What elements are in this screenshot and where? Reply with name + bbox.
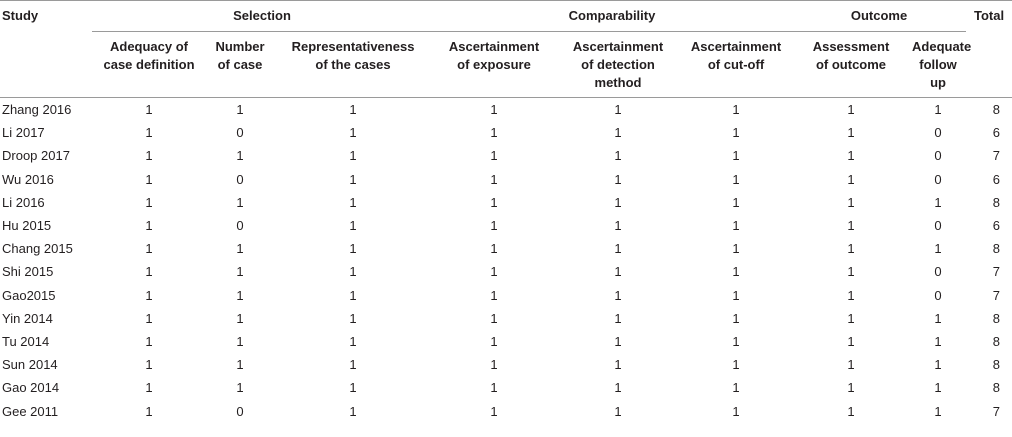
table-row — [0, 284, 1012, 307]
score-cell: 1 — [847, 171, 855, 187]
score-cell: 1 — [349, 357, 357, 373]
subheader-ascertainment-cutoff — [680, 32, 792, 98]
subheader-ascertainment-exposure — [432, 32, 556, 98]
study-cell: Gee 2011 — [2, 403, 59, 419]
score-cell: 1 — [847, 218, 855, 234]
score-cell: 1 — [614, 171, 622, 187]
score-cell: 1 — [145, 171, 153, 187]
score-cell: 1 — [614, 148, 622, 164]
score-cell: 1 — [236, 241, 244, 257]
score-cell: 1 — [490, 264, 498, 280]
total-cell: 6 — [992, 125, 1001, 141]
score-cell: 1 — [847, 264, 855, 280]
table-row — [0, 260, 1012, 283]
score-cell: 1 — [490, 287, 498, 303]
total-cell: 7 — [992, 287, 1001, 303]
score-cell: 1 — [490, 403, 498, 419]
study-cell: Li 2017 — [2, 125, 45, 141]
score-cell: 1 — [349, 264, 357, 280]
score-cell: 1 — [614, 357, 622, 373]
score-cell: 1 — [349, 148, 357, 164]
score-cell: 0 — [934, 148, 942, 164]
table-row — [0, 191, 1012, 214]
total-cell: 8 — [992, 310, 1001, 326]
score-cell: 1 — [732, 148, 740, 164]
score-cell: 1 — [349, 194, 357, 210]
study-cell: Shi 2015 — [2, 264, 54, 280]
score-cell: 1 — [236, 380, 244, 396]
score-cell: 1 — [145, 148, 153, 164]
score-cell: 1 — [490, 218, 498, 234]
subheader-line: case definition — [103, 57, 195, 72]
score-cell: 1 — [490, 241, 498, 257]
study-cell: Zhang 2016 — [2, 102, 72, 118]
score-cell: 0 — [934, 287, 942, 303]
subheader-line: Representativeness — [291, 39, 415, 54]
score-cell: 1 — [490, 125, 498, 141]
score-cell: 1 — [732, 102, 740, 118]
subheader-line: Ascertainment — [448, 39, 540, 54]
study-header: Study — [2, 8, 39, 24]
subheader-line: Ascertainment — [690, 39, 782, 54]
score-cell: 1 — [145, 357, 153, 373]
score-cell: 1 — [732, 403, 740, 419]
table-row — [0, 399, 1012, 422]
subheader-line: Ascertainment — [572, 39, 664, 54]
score-cell: 1 — [614, 218, 622, 234]
total-subheader-blank — [966, 32, 1012, 98]
score-cell: 1 — [145, 403, 153, 419]
study-cell: Wu 2016 — [2, 171, 54, 187]
score-cell: 1 — [847, 241, 855, 257]
score-cell: 0 — [934, 218, 942, 234]
score-cell: 1 — [732, 171, 740, 187]
score-cell: 1 — [847, 333, 855, 349]
study-cell: Li 2016 — [2, 194, 45, 210]
score-cell: 1 — [847, 125, 855, 141]
table-row — [0, 144, 1012, 167]
subheader-line: of cut-off — [707, 57, 765, 72]
subheader-line: follow up — [919, 57, 957, 90]
study-cell: Chang 2015 — [2, 241, 73, 257]
score-cell: 1 — [349, 380, 357, 396]
study-cell: Yin 2014 — [2, 310, 53, 326]
score-cell: 0 — [236, 125, 244, 141]
score-cell: 1 — [236, 148, 244, 164]
score-cell: 1 — [732, 241, 740, 257]
score-cell: 1 — [490, 333, 498, 349]
score-cell: 1 — [847, 310, 855, 326]
table-row — [0, 237, 1012, 260]
total-cell: 7 — [992, 148, 1001, 164]
score-cell: 1 — [349, 333, 357, 349]
score-cell: 0 — [236, 403, 244, 419]
score-cell: 1 — [732, 333, 740, 349]
score-cell: 1 — [847, 380, 855, 396]
score-cell: 1 — [847, 357, 855, 373]
score-cell: 1 — [145, 380, 153, 396]
score-cell: 1 — [236, 102, 244, 118]
total-cell: 8 — [992, 241, 1001, 257]
score-cell: 1 — [145, 264, 153, 280]
subheader-line: Number — [215, 39, 265, 54]
score-cell: 1 — [732, 194, 740, 210]
table-row — [0, 98, 1012, 121]
subheader-representativeness — [274, 32, 432, 98]
score-cell: 1 — [847, 287, 855, 303]
score-cell: 1 — [614, 102, 622, 118]
score-cell: 1 — [490, 148, 498, 164]
total-cell: 8 — [992, 194, 1001, 210]
table-row — [0, 307, 1012, 330]
score-cell: 1 — [847, 194, 855, 210]
study-cell: Tu 2014 — [2, 333, 50, 349]
subheader-line: of case — [217, 57, 263, 72]
score-cell: 1 — [934, 102, 942, 118]
subheader-line: Assessment — [812, 39, 890, 54]
score-cell: 1 — [145, 125, 153, 141]
score-cell: 1 — [490, 194, 498, 210]
sub-header-row — [0, 32, 1012, 98]
score-cell: 1 — [236, 357, 244, 373]
score-cell: 0 — [934, 125, 942, 141]
subheader-line: of outcome — [815, 57, 887, 72]
score-cell: 1 — [847, 102, 855, 118]
score-cell: 1 — [934, 403, 942, 419]
table-row — [0, 330, 1012, 353]
score-cell: 1 — [614, 125, 622, 141]
subheader-line: method — [594, 75, 642, 90]
score-cell: 1 — [732, 125, 740, 141]
total-cell: 8 — [992, 357, 1001, 373]
subheader-line: of detection — [581, 57, 655, 72]
selection-group-header: Selection — [92, 1, 432, 32]
score-cell: 1 — [236, 333, 244, 349]
score-cell: 1 — [490, 102, 498, 118]
subheader-number-of-case — [206, 32, 274, 98]
outcome-group-header: Outcome — [792, 1, 966, 32]
score-cell: 1 — [349, 171, 357, 187]
study-cell: Hu 2015 — [2, 218, 52, 234]
score-cell: 1 — [236, 264, 244, 280]
score-cell: 1 — [349, 310, 357, 326]
subheader-assessment-outcome — [792, 32, 910, 98]
score-cell: 1 — [236, 287, 244, 303]
score-cell: 1 — [349, 125, 357, 141]
total-cell: 7 — [992, 264, 1001, 280]
study-subheader-blank — [0, 32, 92, 98]
score-cell: 1 — [614, 333, 622, 349]
score-cell: 1 — [614, 287, 622, 303]
score-cell: 1 — [614, 310, 622, 326]
study-cell: Droop 2017 — [2, 148, 70, 164]
score-cell: 1 — [732, 357, 740, 373]
score-cell: 1 — [732, 310, 740, 326]
subheader-line: Adequacy of — [109, 39, 188, 54]
score-cell: 1 — [145, 194, 153, 210]
score-cell: 1 — [236, 194, 244, 210]
score-cell: 1 — [349, 241, 357, 257]
score-cell: 0 — [934, 264, 942, 280]
score-cell: 1 — [934, 380, 942, 396]
comparability-group-header: Comparability — [432, 1, 792, 32]
score-cell: 1 — [145, 310, 153, 326]
score-cell: 1 — [145, 218, 153, 234]
total-header: Total — [973, 8, 1005, 24]
score-cell: 1 — [732, 380, 740, 396]
subheader-line: of exposure — [457, 57, 531, 72]
score-cell: 0 — [236, 218, 244, 234]
score-cell: 1 — [349, 218, 357, 234]
score-cell: 1 — [349, 102, 357, 118]
quality-assessment-table — [0, 1, 1012, 423]
score-cell: 1 — [732, 218, 740, 234]
subheader-case-definition — [92, 32, 206, 98]
total-cell: 6 — [992, 171, 1001, 187]
score-cell: 1 — [934, 194, 942, 210]
score-cell: 0 — [934, 171, 942, 187]
score-cell: 1 — [490, 310, 498, 326]
study-cell: Gao 2014 — [2, 380, 60, 396]
score-cell: 1 — [145, 333, 153, 349]
table-row — [0, 121, 1012, 144]
group-header-row — [0, 1, 1012, 32]
score-cell: 1 — [614, 403, 622, 419]
score-cell: 1 — [732, 264, 740, 280]
total-cell: 7 — [992, 403, 1001, 419]
score-cell: 1 — [490, 380, 498, 396]
total-cell: 8 — [992, 333, 1001, 349]
score-cell: 1 — [614, 194, 622, 210]
score-cell: 1 — [934, 357, 942, 373]
score-cell: 1 — [934, 333, 942, 349]
subheader-adequate-follow-up — [910, 32, 972, 98]
study-cell: Gao2015 — [2, 287, 56, 303]
table-body — [0, 98, 1012, 423]
score-cell: 1 — [614, 380, 622, 396]
table-row — [0, 214, 1012, 237]
score-cell: 1 — [934, 241, 942, 257]
score-cell: 1 — [236, 310, 244, 326]
score-cell: 1 — [145, 287, 153, 303]
total-cell: 6 — [992, 218, 1001, 234]
score-cell: 1 — [847, 148, 855, 164]
study-cell: Sun 2014 — [2, 357, 58, 373]
score-cell: 1 — [934, 310, 942, 326]
score-cell: 1 — [732, 287, 740, 303]
total-cell: 8 — [992, 102, 1001, 118]
score-cell: 1 — [614, 264, 622, 280]
table-row — [0, 168, 1012, 191]
subheader-line: of the cases — [315, 57, 391, 72]
score-cell: 1 — [614, 241, 622, 257]
score-cell: 1 — [145, 241, 153, 257]
score-cell: 1 — [349, 403, 357, 419]
score-cell: 1 — [490, 171, 498, 187]
subheader-line: Adequate — [912, 39, 972, 54]
total-cell: 8 — [992, 380, 1001, 396]
score-cell: 0 — [236, 171, 244, 187]
subheader-ascertainment-detection — [556, 32, 680, 98]
table-row — [0, 353, 1012, 376]
score-cell: 1 — [847, 403, 855, 419]
table-header — [0, 1, 1012, 98]
score-cell: 1 — [349, 287, 357, 303]
score-cell: 1 — [490, 357, 498, 373]
score-cell: 1 — [145, 102, 153, 118]
table-row — [0, 376, 1012, 399]
